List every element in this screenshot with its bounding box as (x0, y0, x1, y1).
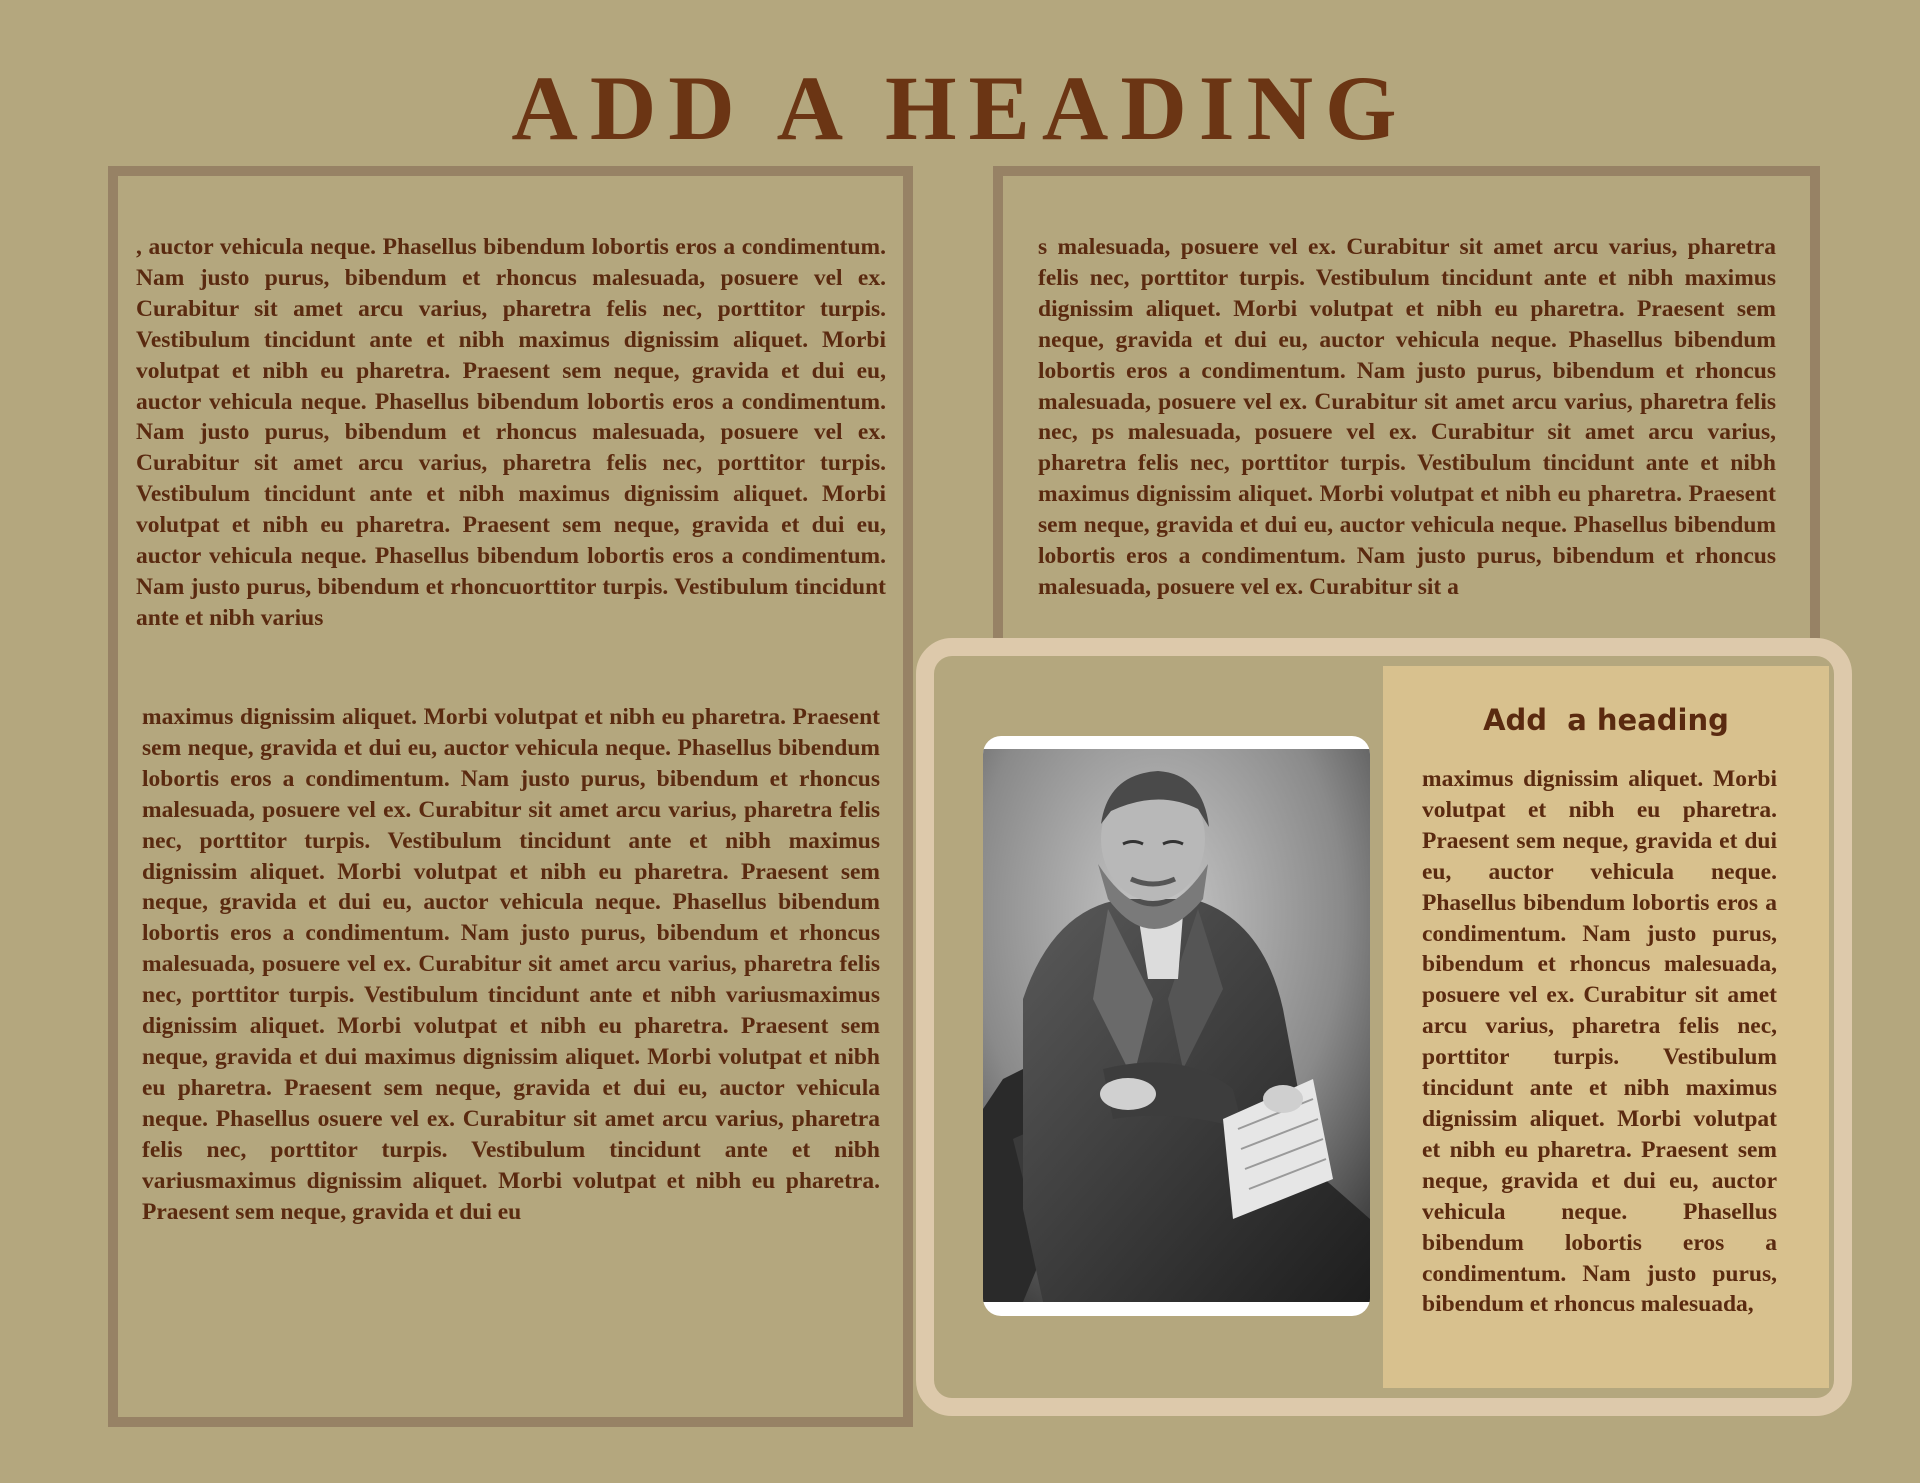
feature-card-text: maximus dignissim aliquet. Morbi volutpat et nibh eu pharetra. Praesent sem neque, gravida et dui eu, auctor vehicula neque. Phasellus bibendum lobortis eros a condimentum. Nam justo purus, bibendum et rhoncus malesuada, posuere vel ex. Curabitur sit amet arcu varius, pharetra felis nec, porttitor turpis. Vestibulum tincidunt ante et nibh maximus dignissim aliquet. Morbi volutpat et nibh eu pharetra. Praesent sem neque, gravida et dui eu, auctor vehicula neque. Phasellus bibendum lobortis eros a condimentum. Nam justo purus, bibendum et rhoncus malesuada, (1422, 766, 1777, 1318)
portrait-photo-frame (983, 736, 1370, 1316)
left-panel-text-top: , auctor vehicula neque. Phasellus bibendum lobortis eros a condimentum. Nam justo purus, bibendum et rhoncus malesuada, posuere vel ex. Curabitur sit amet arcu varius, pharetra felis nec, porttitor turpis. Vestibulum tincidunt ante et nibh maximus dignissim aliquet. Morbi volutpat et nibh eu pharetra. Praesent sem neque, gravida et dui eu, auctor vehicula neque. Phasellus bibendum lobortis eros a condimentum. Nam justo purus, bibendum et rhoncus malesuada, posuere vel ex. Curabitur sit amet arcu varius, pharetra felis nec, porttitor turpis. Vestibulum tincidunt ante et nibh maximus dignissim aliquet. Morbi volutpat et nibh eu pharetra. Praesent sem neque, gravida et dui eu, auctor vehicula neque. Phasellus bibendum lobortis eros a condimentum. Nam justo purus, bibendum et rhoncuorttitor turpis. Vestibulum tincidunt ante et nibh varius (136, 234, 886, 631)
right-panel-text: s malesuada, posuere vel ex. Curabitur sit amet arcu varius, pharetra felis nec, porttitor turpis. Vestibulum tincidunt ante et nibh maximus dignissim aliquet. Morbi volutpat et nibh eu pharetra. Praesent sem neque, gravida et dui eu, auctor vehicula neque. Phasellus bibendum lobortis eros a condimentum. Nam justo purus, bibendum et rhoncus malesuada, posuere vel ex. Curabitur sit amet arcu varius, pharetra felis nec, ps malesuada, posuere vel ex. Curabitur sit amet arcu varius, pharetra felis nec, porttitor turpis. Vestibulum tincidunt ante et nibh maximus dignissim aliquet. Morbi volutpat et nibh eu pharetra. Praesent sem neque, gravida et dui eu, auctor vehicula neque. Phasellus bibendum lobortis eros a condimentum. Nam justo purus, bibendum et rhoncus malesuada, posuere vel ex. Curabitur sit a (1038, 234, 1776, 600)
left-panel-text-bottom: maximus dignissim aliquet. Morbi volutpat et nibh eu pharetra. Praesent sem neque, gravida et dui eu, auctor vehicula neque. Phasellus bibendum lobortis eros a condimentum. Nam justo purus, bibendum et rhoncus malesuada, posuere vel ex. Curabitur sit amet arcu varius, pharetra felis nec, porttitor turpis. Vestibulum tincidunt ante et nibh maximus dignissim aliquet. Morbi volutpat et nibh eu pharetra. Praesent sem neque, gravida et dui eu, auctor vehicula neque. Phasellus bibendum lobortis eros a condimentum. Nam justo purus, bibendum et rhoncus malesuada, posuere vel ex. Curabitur sit amet arcu varius, pharetra felis nec, porttitor turpis. Vestibulum tincidunt ante et nibh variusmaximus dignissim aliquet. Morbi volutpat et nibh eu pharetra. Praesent sem neque, gravida et dui maximus dignissim aliquet. Morbi volutpat et nibh eu pharetra. Praesent sem neque, gravida et dui eu, auctor vehicula neque. Phasellus osuere vel ex. Curabitur sit amet arcu varius, pharetra felis nec, porttitor turpis. Vestibulum tincidunt ante et nibh variusmaximus dignissim aliquet. Morbi volutpat et nibh eu pharetra. Praesent sem neque, gravida et dui eu (142, 704, 880, 1225)
feature-card-heading: Add a heading (1483, 703, 1729, 737)
page-title: ADD A HEADING (511, 57, 1409, 159)
portrait-photo (983, 749, 1370, 1302)
